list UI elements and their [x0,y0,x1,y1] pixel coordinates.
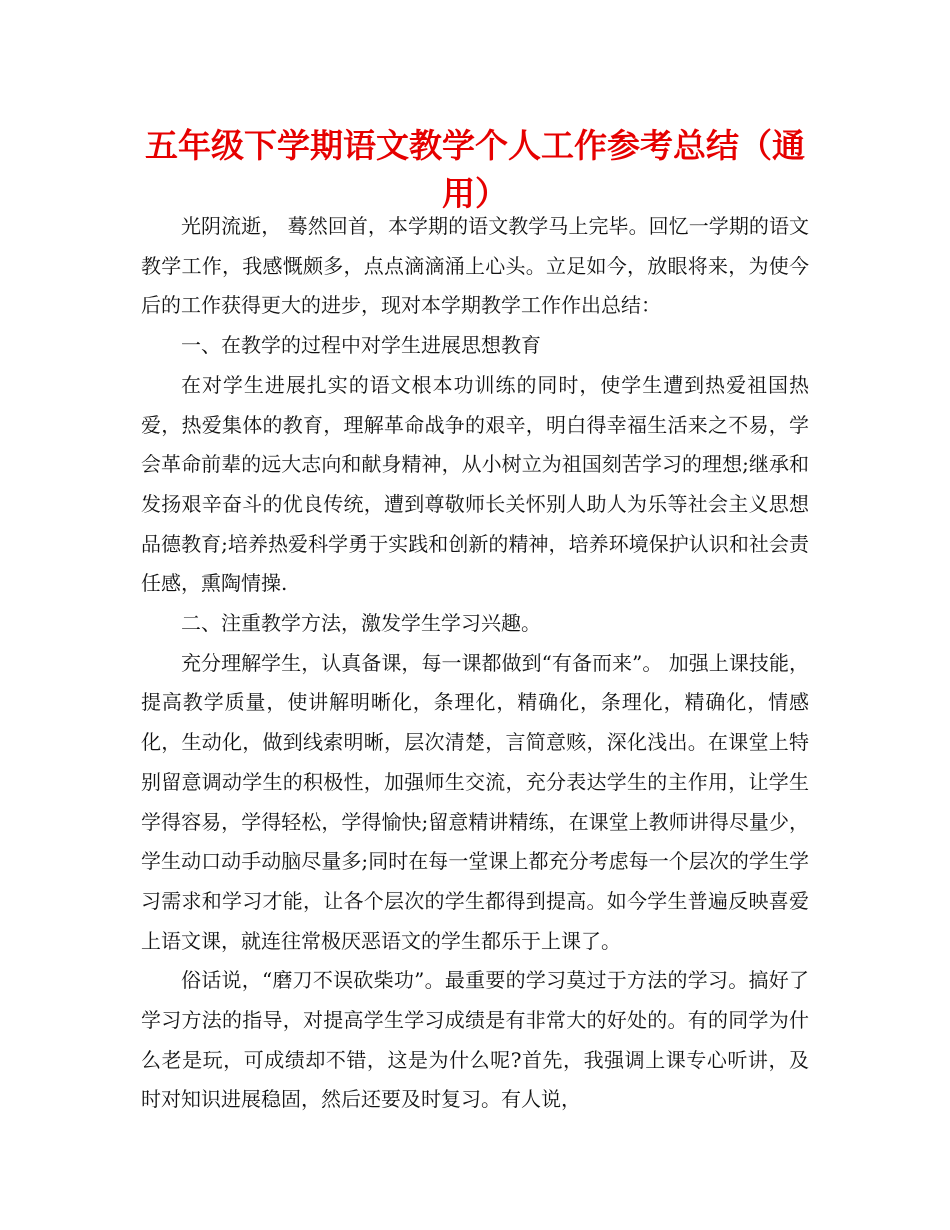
paragraph-study-methods: 俗话说，“磨刀不误砍柴功”。最重要的学习莫过于方法的学习。搞好了学习方法的指导，对提高学生学习成绩是有非常大的好处的。有的同学为什么老是玩，可成绩却不错，这是为什么呢?首先，我强调上课专心听讲，及时对知识进展稳固，然后还要及时复习。有人说， [141,968,809,1112]
document-body [141,207,809,1120]
document-title: 五年级下学期语文教学个人工作参考总结（通用） [145,126,805,213]
paragraph-intro: 光阴流逝， 蓦然回首，本学期的语文教学马上完毕。回忆一学期的语文教学工作，我感慨颇多，点点滴滴涌上心头。立足如今，放眼将来，为使今后的工作获得更大的进步，现对本学期教学工作作出总结： [141,214,809,318]
section-heading-2: 二、注重教学方法，激发学生学习兴趣。 [181,611,541,636]
paragraph-section-1: 在对学生进展扎实的语文根本功训练的同时，使学生遭到热爱祖国热爱，热爱集体的教育，理解革命战争的艰辛，明白得幸福生活来之不易，学会革命前辈的远大志向和献身精神，从小树立为祖国刻苦学习的理想;继承和发扬艰辛奋斗的优良传统，遭到尊敬师长关怀别人助人为乐等社会主义思想品德教育;培养热爱科学勇于实践和创新的精神，培养环境保护认识和社会责任感，熏陶情操. [141,372,809,596]
section-heading-1: 一、在教学的过程中对学生进展思想教育 [181,333,541,358]
paragraph-section-2: 充分理解学生，认真备课，每一课都做到“有备而来”。 加强上课技能，提高教学质量，使讲解明晰化，条理化，精确化，条理化，精确化，情感化，生动化，做到线索明晰，层次清楚，言简意赅，深化浅出。在课堂上特别留意调动学生的积极性，加强师生交流，充分表达学生的主作用，让学生学得容易，学得轻松，学得愉快;留意精讲精练，在课堂上教师讲得尽量少，学生动口动手动脑尽量多;同时在每一堂课上都充分考虑每一个层次的学生学习需求和学习才能，让各个层次的学生都得到提高。如今学生普遍反映喜爱上语文课，就连往常极厌恶语文的学生都乐于上课了。 [141,650,809,953]
